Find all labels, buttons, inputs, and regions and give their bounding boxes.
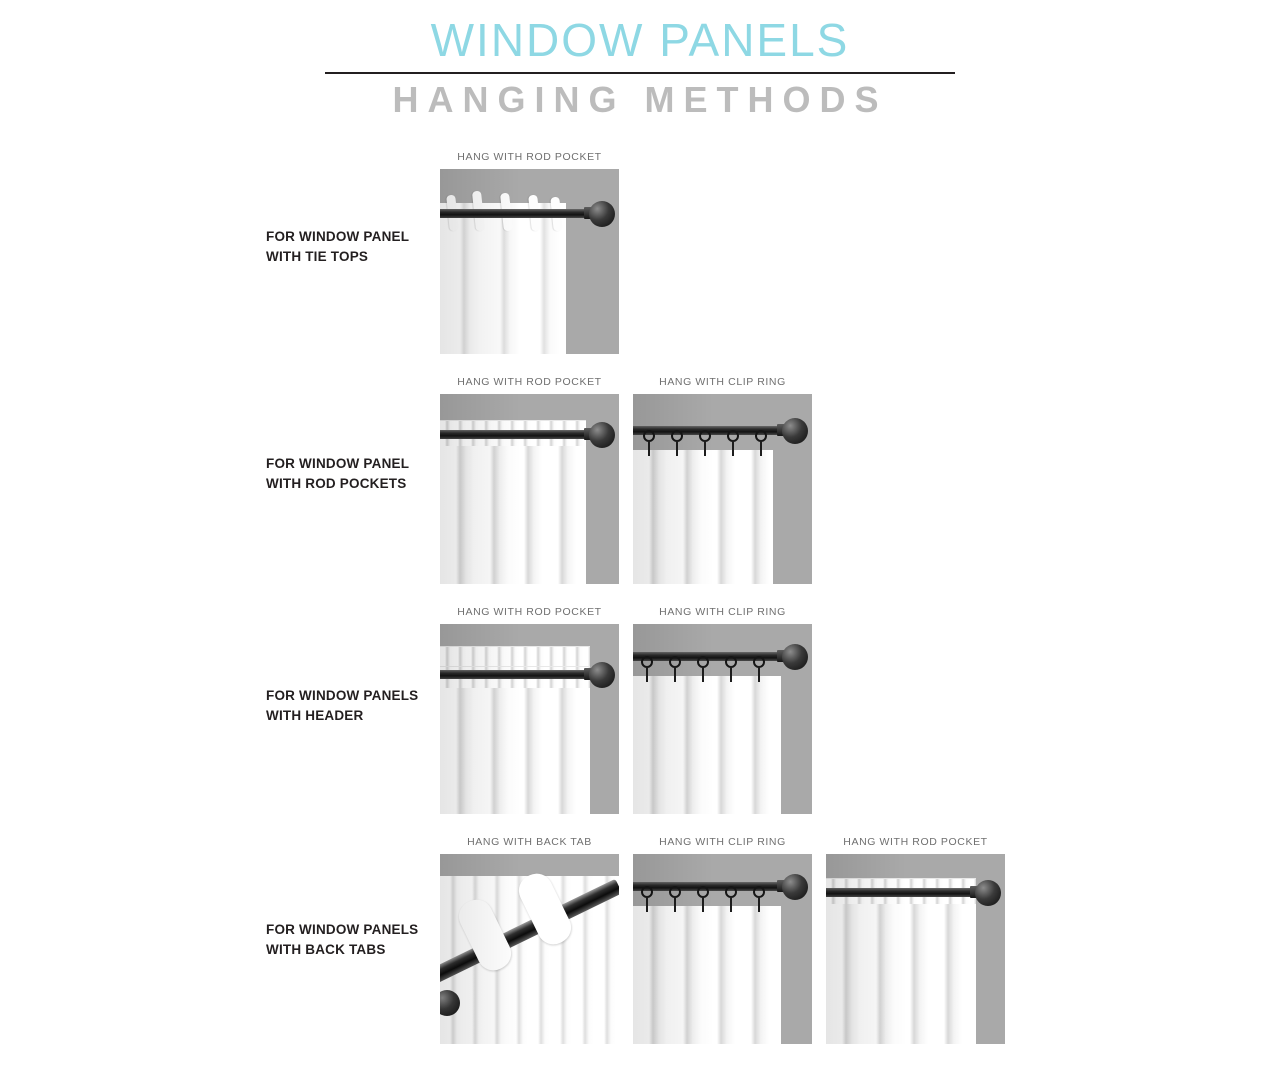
ring-clip (676, 440, 678, 456)
row-label-header (266, 606, 440, 725)
row-cells (440, 606, 812, 814)
ring-clip (758, 896, 760, 912)
row-cells (440, 376, 812, 584)
illustration-rod-pocket (826, 854, 1005, 1044)
curtain-fabric (826, 898, 976, 1044)
curtain-fabric (440, 428, 586, 584)
table-row (266, 151, 1280, 354)
method-cell-back-tab (440, 836, 619, 1044)
row-label-line-2: WITH ROD POCKETS (266, 475, 407, 491)
table-row (266, 836, 1280, 1044)
cell-caption: HANG WITH CLIP RING (659, 376, 786, 389)
method-cell-clip-ring (633, 836, 812, 1044)
curtain-fabric (440, 682, 590, 814)
row-label-rod-pockets (266, 376, 440, 493)
ring-clip (760, 440, 762, 456)
ring-clip (646, 896, 648, 912)
method-cell-tie-top-rod-pocket (440, 151, 619, 354)
rod-finial (589, 662, 615, 688)
curtain-rod (440, 430, 587, 439)
ring-clip (648, 440, 650, 456)
row-cells (440, 836, 1005, 1044)
ring-clip (674, 666, 676, 682)
row-label-line-2: WITH TIE TOPS (266, 248, 369, 264)
header-top-ruffle (440, 646, 590, 666)
ring-clip (730, 666, 732, 682)
ring-clip (646, 666, 648, 682)
cell-caption: HANG WITH ROD POCKET (457, 606, 602, 619)
fabric-folds (633, 450, 773, 584)
row-label-back-tabs (266, 836, 440, 959)
page-title: WINDOW PANELS (430, 14, 850, 66)
ring-clip (674, 896, 676, 912)
cell-caption: HANG WITH ROD POCKET (457, 376, 602, 389)
row-label-line-1: FOR WINDOW PANELS (266, 688, 419, 704)
fabric-folds (633, 906, 781, 1044)
curtain-fabric (633, 450, 773, 584)
cell-caption: HANG WITH ROD POCKET (457, 151, 602, 164)
illustration-clip-ring (633, 394, 812, 584)
cell-caption: HANG WITH CLIP RING (659, 836, 786, 849)
row-cells (440, 151, 619, 354)
rod-finial (589, 201, 615, 227)
row-label-line-1: FOR WINDOW PANEL (266, 456, 410, 472)
method-cell-header-rod-pocket (440, 606, 619, 814)
illustration-tie-top (440, 169, 619, 354)
cell-caption: HANG WITH ROD POCKET (843, 836, 988, 849)
rod-finial (782, 418, 808, 444)
page-subtitle: HANGING METHODS (392, 78, 888, 120)
row-label-line-2: WITH HEADER (266, 707, 364, 723)
cell-caption: HANG WITH BACK TAB (467, 836, 592, 849)
methods-grid (0, 151, 1280, 1044)
method-cell-rod-pocket (440, 376, 619, 584)
illustration-header-rod-pocket (440, 624, 619, 814)
ring-clip (702, 666, 704, 682)
curtain-fabric (633, 676, 781, 814)
curtain-rod (440, 209, 587, 218)
table-row (266, 376, 1280, 584)
row-label-tie-tops (266, 151, 440, 266)
row-label-line-1: FOR WINDOW PANELS (266, 922, 419, 938)
illustration-clip-ring (633, 854, 812, 1044)
curtain-rod (440, 670, 587, 679)
illustration-back-tab (440, 854, 619, 1044)
fabric-folds (826, 898, 976, 1044)
curtain-fabric (633, 906, 781, 1044)
table-row (266, 606, 1280, 814)
illustration-clip-ring (633, 624, 812, 814)
ring-clip (758, 666, 760, 682)
title-divider (325, 72, 955, 74)
ring-clip (702, 896, 704, 912)
row-label-line-1: FOR WINDOW PANEL (266, 229, 410, 245)
ring-clip (732, 440, 734, 456)
method-cell-clip-ring (633, 606, 812, 814)
curtain-rod (826, 888, 973, 897)
rod-finial (589, 422, 615, 448)
illustration-rod-pocket (440, 394, 619, 584)
method-cell-rod-pocket (826, 836, 1005, 1044)
cell-caption: HANG WITH CLIP RING (659, 606, 786, 619)
rod-finial (782, 644, 808, 670)
row-label-line-2: WITH BACK TABS (266, 941, 386, 957)
ring-clip (730, 896, 732, 912)
page-header (0, 0, 1280, 121)
rod-finial (782, 874, 808, 900)
ring-clip (704, 440, 706, 456)
rod-finial (975, 880, 1001, 906)
method-cell-clip-ring (633, 376, 812, 584)
fabric-folds (633, 676, 781, 814)
fabric-folds (440, 682, 590, 814)
fabric-folds (440, 428, 586, 584)
